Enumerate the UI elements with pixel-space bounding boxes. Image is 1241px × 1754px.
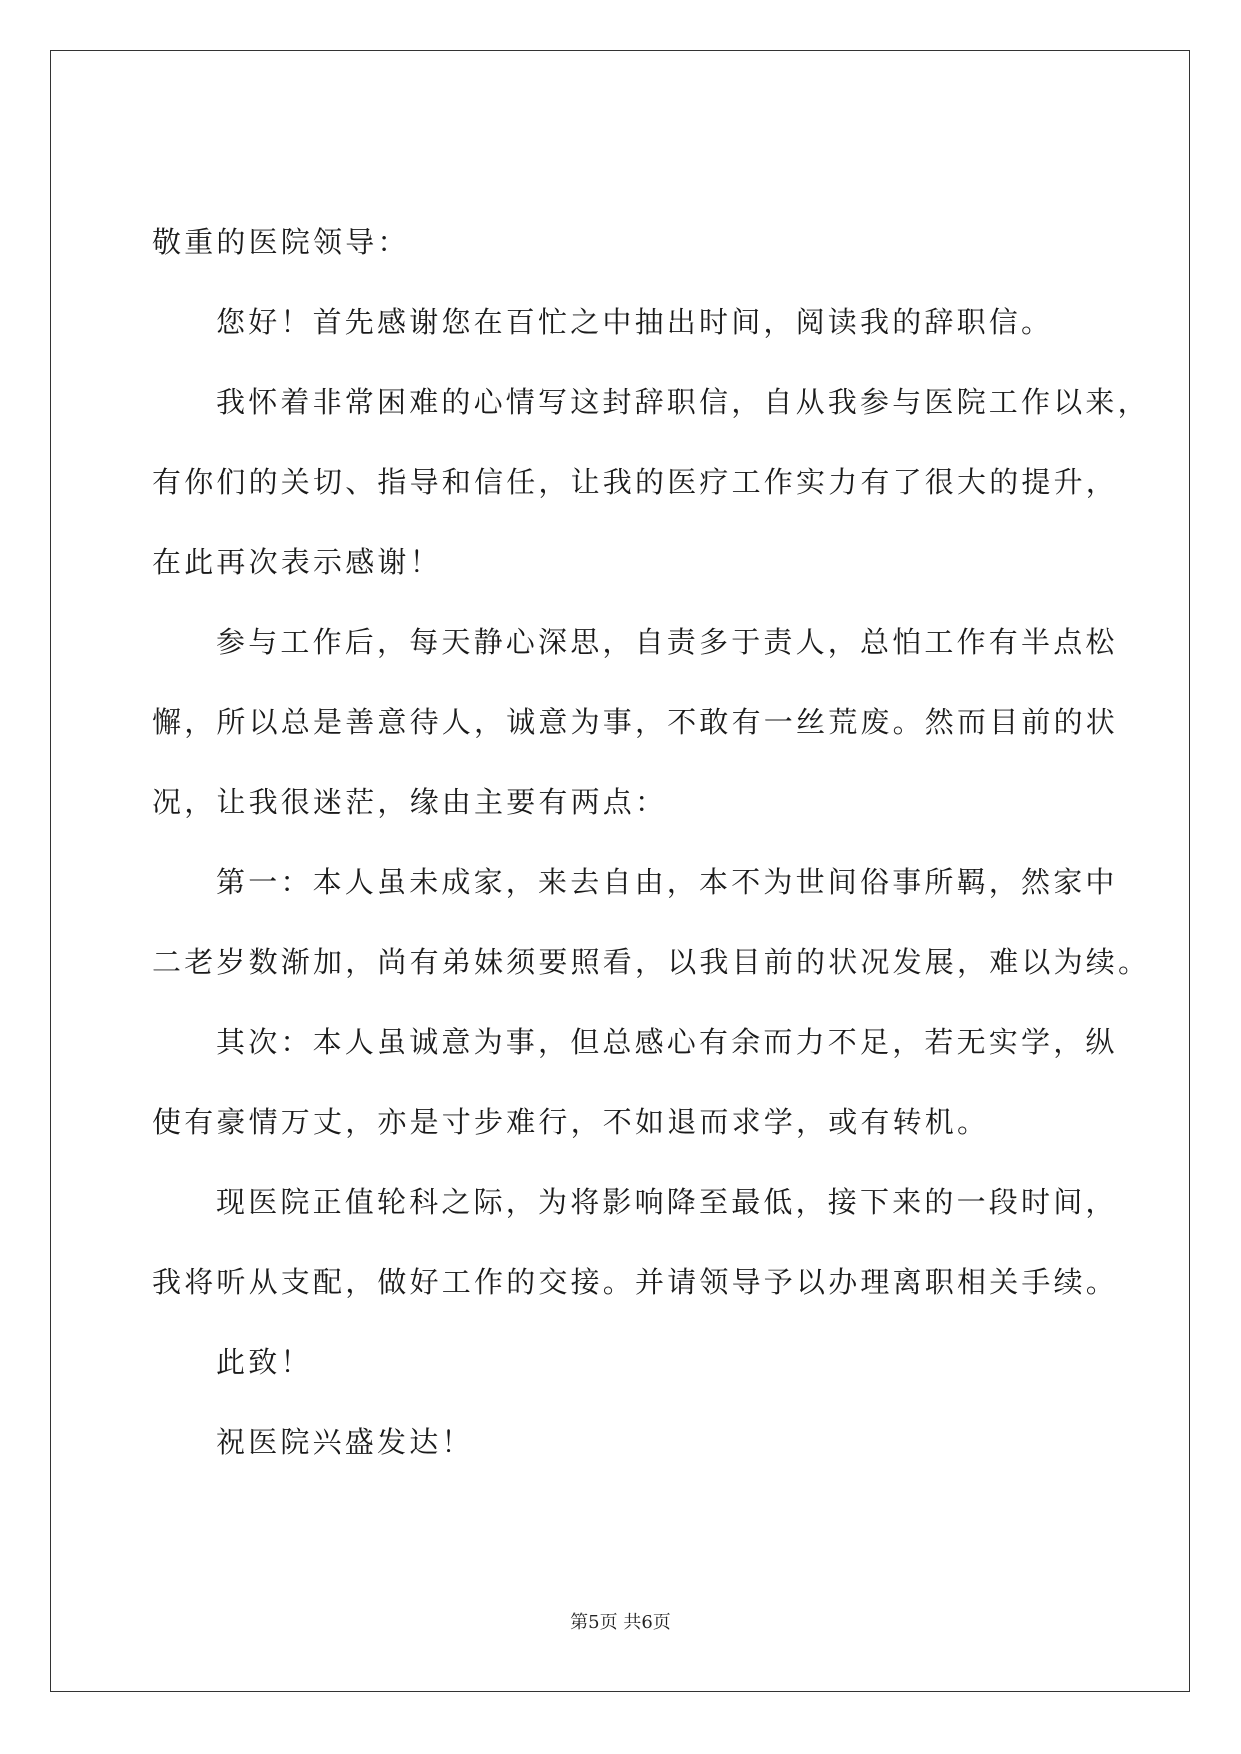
letter-line: 参与工作后，每天静心深思，自责多于责人，总怕工作有半点松 (216, 625, 1118, 659)
letter-line: 有你们的关切、指导和信任，让我的医疗工作实力有了很大的提升， (152, 465, 1119, 499)
letter-line: 使有豪情万丈，亦是寸步难行，不如退而求学，或有转机。 (152, 1105, 990, 1139)
letter-line: 您好！首先感谢您在百忙之中抽出时间，阅读我的辞职信。 (216, 305, 1054, 339)
letter-line: 其次：本人虽诚意为事，但总感心有余而力不足，若无实学，纵 (216, 1025, 1118, 1059)
closing-line: 此致！ (216, 1345, 313, 1379)
letter-line: 在此再次表示感谢！ (152, 545, 442, 579)
letter-line: 二老岁数渐加，尚有弟妹须要照看，以我目前的状况发展，难以为续。 (152, 945, 1151, 979)
letter-line: 我将听从支配，做好工作的交接。并请领导予以办理离职相关手续。 (152, 1265, 1119, 1299)
letter-line: 懈，所以总是善意待人，诚意为事，不敢有一丝荒废。然而目前的状 (152, 705, 1119, 739)
letter-body (152, 222, 1151, 1502)
letter-line: 我怀着非常困难的心情写这封辞职信，自从我参与医院工作以来， (216, 385, 1150, 419)
closing-wish: 祝医院兴盛发达！ (216, 1425, 474, 1459)
letter-line: 第一：本人虽未成家，来去自由，本不为世间俗事所羁，然家中 (216, 865, 1118, 899)
letter-line: 况，让我很迷茫，缘由主要有两点： (152, 785, 668, 819)
page-number: 第5页 共6页 (570, 1612, 671, 1633)
salutation: 敬重的医院领导： (152, 225, 410, 259)
letter-line: 现医院正值轮科之际，为将影响降至最低，接下来的一段时间， (216, 1185, 1118, 1219)
